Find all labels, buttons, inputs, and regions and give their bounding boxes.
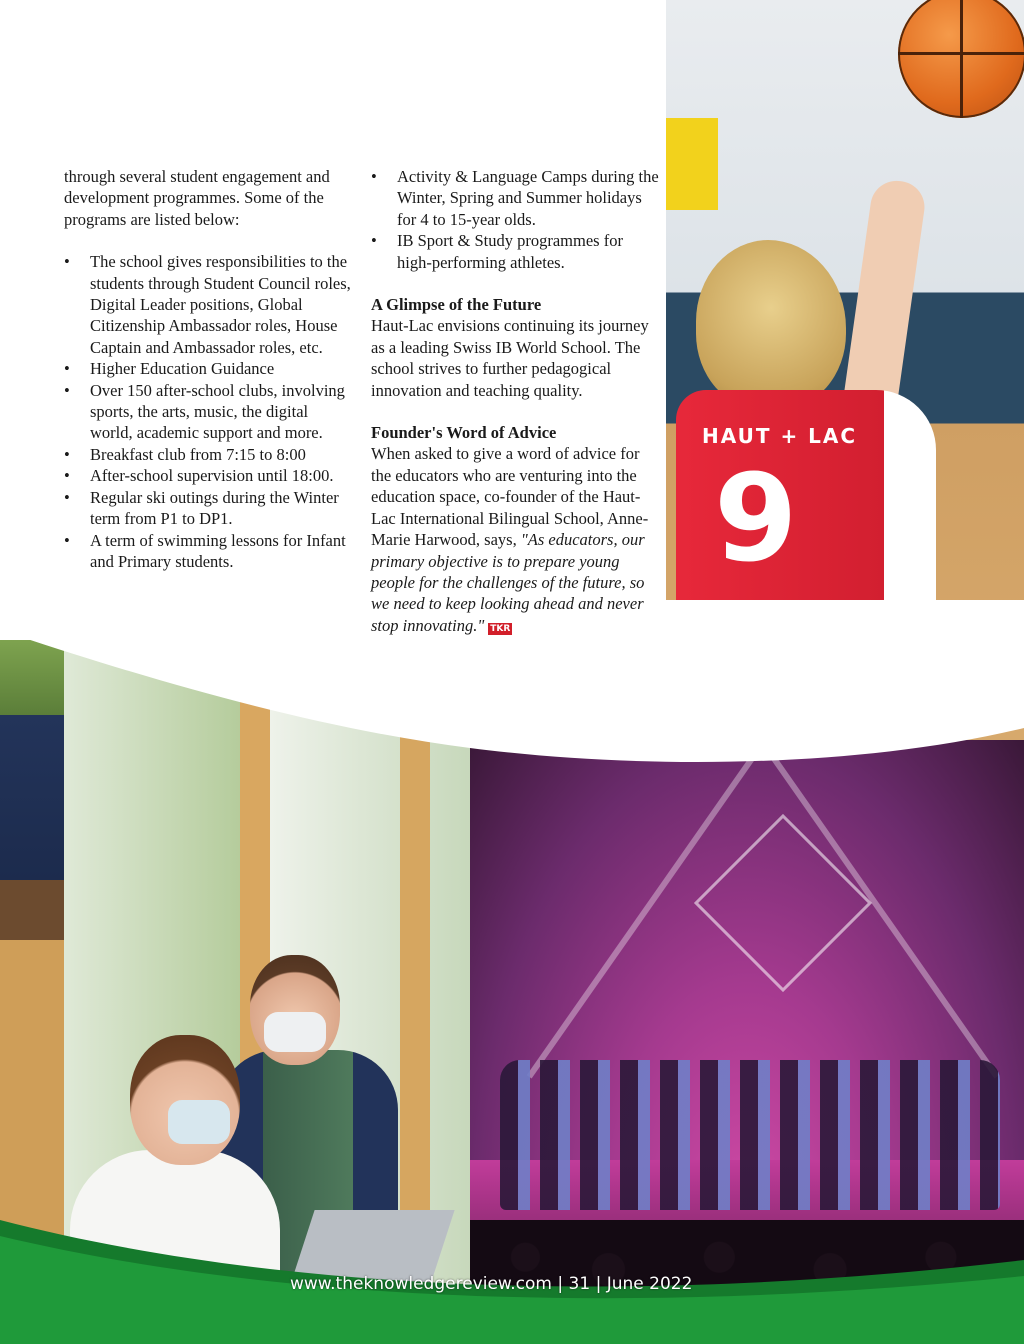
tkr-logo: TKR (490, 623, 511, 634)
left-bullet-list (64, 251, 352, 572)
list-item: • Breakfast club from 7:15 to 8:00 (64, 444, 352, 465)
footer-separator: | (595, 1274, 602, 1294)
middle-text-column (371, 166, 661, 636)
jersey-number: 9 (714, 450, 798, 589)
list-item: • Activity & Language Camps during the Winter, Spring and Summer holidays for 4 to 15-year olds. (371, 166, 661, 230)
banner-flag (666, 118, 718, 210)
list-item: • Higher Education Guidance (64, 358, 352, 379)
list-item: • Over 150 after-school clubs, involving sports, the arts, music, the digital world, academic support and more. (64, 380, 352, 444)
left-text-column (64, 166, 352, 572)
founder-quote: "As educators, our primary objective is to prepare young people for the challenges of the future, so we need to keep looking ahead and never stop innovating." (371, 530, 645, 635)
footer-website[interactable]: www.theknowledgereview.com (290, 1274, 552, 1294)
footer-green-wave (0, 1190, 1024, 1344)
footer (290, 1274, 770, 1294)
list-item: • Regular ski outings during the Winter term from P1 to DP1. (64, 487, 352, 530)
page-number: 31 (568, 1274, 591, 1294)
student-mask (168, 1100, 230, 1144)
intro-paragraph: through several student engagement and development programmes. Some of the programs are listed below: (64, 167, 330, 229)
list-item: • IB Sport & Study programmes for high-performing athletes. (371, 230, 661, 273)
advice-heading: Founder's Word of Advice (371, 423, 557, 443)
list-item: • After-school supervision until 18:00. (64, 465, 352, 486)
issue-date: June 2022 (606, 1274, 693, 1294)
light-diamond (694, 814, 872, 992)
middle-bullet-list (371, 166, 661, 273)
list-item: • A term of swimming lessons for Infant and Primary students. (64, 530, 352, 573)
advice-text: When asked to give a word of advice for the educators who are venturing into the education space, co-founder of the Haut-Lac International Bilingual School, Anne-Marie Harwood, says, (371, 444, 649, 550)
jersey-text: HAUT + LAC (702, 424, 858, 448)
footer-separator: | (557, 1274, 564, 1294)
player-head (696, 240, 846, 410)
future-heading: A Glimpse of the Future (371, 295, 542, 315)
list-item: • The school gives responsibilities to the students through Student Council roles, Digital Leader positions, Global Citizenship Ambassador roles, House Captain and Ambassador roles, etc. (64, 251, 352, 358)
teacher-mask (264, 1012, 326, 1052)
basketball (898, 0, 1024, 118)
advice-paragraph (371, 443, 661, 636)
dancers (500, 1060, 1000, 1210)
future-paragraph: Haut-Lac envisions continuing its journey as a leading Swiss IB World School. The school strives to further pedagogical innovation and teaching quality. (371, 316, 649, 400)
